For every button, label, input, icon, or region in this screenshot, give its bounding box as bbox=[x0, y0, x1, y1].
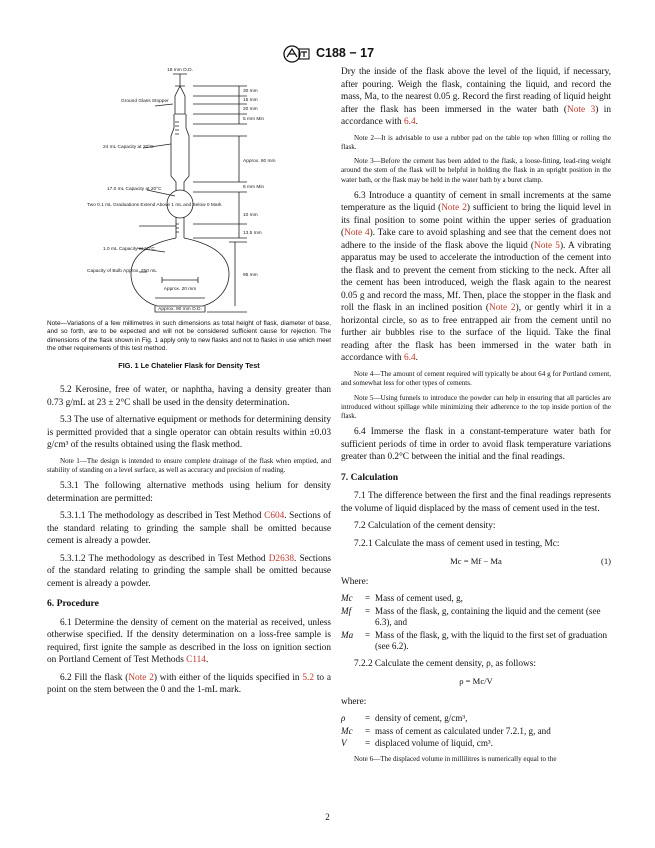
para-text: ) with either of the liquids specified in bbox=[153, 672, 303, 683]
link-note-2[interactable]: Note 2 bbox=[441, 203, 467, 214]
equation-1 bbox=[341, 555, 611, 568]
left-column bbox=[47, 66, 331, 702]
definition-equals: = bbox=[365, 713, 371, 724]
para-7-1: 7.1 The difference between the first and the final readings represents the volume of liquid displaced by the mass of cement used in the test. bbox=[341, 491, 611, 514]
para-text: ) in accordance with bbox=[341, 104, 612, 127]
para-5-3-1-1 bbox=[47, 510, 331, 548]
definition-equals: = bbox=[365, 605, 371, 616]
equation-2 bbox=[341, 675, 611, 688]
para-text: ) sufficient to bring the liquid level in its final position to some point within the upper series of graduation ( bbox=[341, 203, 611, 239]
definitions-2 bbox=[341, 713, 611, 750]
figure-note: Note—Variations of a few millimetres in such dimensions as total height of flask, diameter of base, and so forth, are to be expected and will not be considered sufficient cause for rejection. The dimensions of the flask shown in Fig. 1 apply only to new flasks and not to flasks in use which meet the other requirements of this test method. bbox=[47, 320, 331, 353]
para-text: . bbox=[415, 117, 418, 127]
fig-label-bulb: Capacity of Bulb Approx. 250 mL bbox=[87, 269, 157, 274]
note-2: Note 2—It is advisable to use a rubber pad on the table top when filling or rolling the flask. bbox=[341, 133, 611, 151]
para-text: 5.3.1.2 The methodology as described in Test Method bbox=[60, 553, 269, 564]
para-text: 5.3.1.1 The methodology as described in Test Method bbox=[60, 511, 265, 522]
right-column bbox=[341, 66, 611, 769]
para-7-2: 7.2 Calculation of the cement density: bbox=[354, 521, 496, 532]
para-text: to a point on the stem between the 0 and the 1-mL mark. bbox=[47, 672, 331, 696]
para-text: . bbox=[205, 655, 209, 666]
fig-label-13-5mm: 13.5 mm bbox=[243, 231, 262, 236]
definition-text: Mass of the flask, g, containing the liquid and the cement (see 6.3), and bbox=[375, 605, 601, 628]
where-label: where: bbox=[341, 696, 367, 707]
fig-label-20mm: 20 mm bbox=[243, 107, 258, 112]
definitions-1 bbox=[341, 593, 611, 653]
note-5: Note 5—Using funnels to introduce the powder can help in ensuring that all particles are introduced without spillage while minimizing their adherence to the top inside portion of the flask. bbox=[341, 393, 611, 421]
definition-symbol: Ma bbox=[341, 629, 354, 640]
fig-label-15mm: 15 mm bbox=[243, 98, 258, 103]
definition-symbol: V bbox=[341, 738, 347, 749]
para-5-3: 5.3 The use of alternative equipment or methods for determining density is permitted provided that a single operator can obtain results within ±0.03 g/cm³ of the results obtained using the flask method. bbox=[47, 415, 331, 451]
link-note-2[interactable]: Note 2 bbox=[489, 303, 516, 314]
fig-label-approx-90: Approx. 90 mm O.D. bbox=[158, 307, 202, 312]
link-c604[interactable]: C604 bbox=[264, 511, 285, 522]
fig-label-cap-mid: 17.0 mL Capacity at 20°C bbox=[107, 187, 162, 192]
definition-equals: = bbox=[365, 725, 371, 736]
note-1: Note 1—The design is intended to ensure complete drainage of the flask when emptied, and stability of standing on a level surface, as well as accuracy and precision of reading. bbox=[47, 456, 331, 474]
para-6-4: 6.4 Immerse the flask in a constant-temperature water bath for sufficient periods of time in order to avoid flask temperature variations greater than 0.2°C between the initial and the final readings. bbox=[341, 427, 611, 463]
flask-figure bbox=[47, 66, 331, 316]
link-c114[interactable]: C114 bbox=[186, 655, 206, 666]
link-note-5[interactable]: Note 5 bbox=[534, 240, 560, 251]
fig-label-10mm: 10 mm bbox=[243, 213, 258, 218]
link-d2638[interactable]: D2638 bbox=[268, 553, 295, 564]
definition-text: density of cement, g/cm³, bbox=[375, 713, 468, 724]
fig-label-approx-bulb: Approx. 60 mm bbox=[243, 159, 276, 164]
para-text: . bbox=[415, 353, 418, 364]
fig-label-5mm: 5 mm Min bbox=[243, 117, 265, 122]
definition-text: mass of cement as calculated under 7.2.1, g, and bbox=[375, 725, 551, 736]
note-3: Note 3—Before the cement has been added to the flask, a loose-fitting, lead-ring weight around the stem of the flask will be helpful in holding the flask in an upright position in the water bath, or the flask may be held in the water bath by a buret clamp. bbox=[341, 157, 611, 184]
page-header bbox=[0, 44, 655, 64]
fig-label-8mm: 8 mm Min bbox=[243, 185, 265, 190]
fig-label-top-od: 18 mm O.D. bbox=[167, 68, 193, 73]
para-6-3 bbox=[341, 190, 611, 365]
definition-symbol: Mc bbox=[341, 593, 353, 604]
para-6-1 bbox=[47, 617, 331, 667]
definition-symbol: ρ bbox=[341, 713, 346, 724]
definition-text: displaced volume of liquid, cm³. bbox=[375, 738, 493, 749]
page-number: 2 bbox=[325, 812, 330, 822]
definition-equals: = bbox=[365, 593, 371, 604]
para-5-3-1-2 bbox=[47, 553, 331, 591]
para-6-2 bbox=[47, 672, 331, 697]
fig-label-95mm: 95 mm bbox=[243, 273, 258, 278]
para-6-2-cont bbox=[341, 66, 611, 129]
note-6: Note 6—The displaced volume in millilitres is numerically equal to the bbox=[354, 754, 557, 763]
fig-label-30mm: 30 mm bbox=[243, 89, 258, 94]
link-note-2[interactable]: Note 2 bbox=[128, 672, 154, 683]
figure-title: FIG. 1 Le Chatelier Flask for Density Test bbox=[118, 360, 260, 370]
link-note-3[interactable]: Note 3 bbox=[567, 104, 596, 115]
fig-label-cap-low: 1.0 mL Capacity at 20°C bbox=[103, 247, 155, 252]
note-4: Note 4—The amount of cement required will typically be about 64 g for Portland cement, and somewhat less for other types of cements. bbox=[341, 369, 611, 388]
para-text: 6.2 Fill the flask ( bbox=[60, 672, 129, 683]
para-text: . Sections of the standard relating to grinding the sample shall be omitted because cement is already a powder. bbox=[47, 511, 331, 547]
astm-logo-icon bbox=[283, 45, 311, 63]
para-7-2-1: 7.2.1 Calculate the mass of cement used in testing, Mc: bbox=[354, 538, 560, 549]
para-text: ). Take care to avoid splashing and see that the cement does not adhere to the inside of the flask above the liquid ( bbox=[341, 228, 611, 251]
equation-2-body: ρ = Mc/V bbox=[459, 676, 493, 687]
definition-equals: = bbox=[365, 738, 371, 749]
definition-text: Mass of cement used, g, bbox=[375, 593, 463, 604]
designation: C188 − 17 bbox=[316, 46, 375, 60]
link-5-2[interactable]: 5.2 bbox=[302, 672, 314, 683]
para-5-2: 5.2 Kerosine, free of water, or naphtha, having a density greater than 0.73 g/mL at 23 ± 2°C shall be used in the density determination. bbox=[47, 385, 331, 408]
para-text: 6.1 Determine the density of cement on the material as received, unless otherwise specified. If the density determination on a loss-free sample is required, first ignite the sample as described in the loss on ignition section on Portland Cement of Test Methods bbox=[47, 617, 331, 666]
definition-text: Mass of the flask, g, with the liquid to the first set of graduation (see 6.2). bbox=[375, 629, 608, 652]
section-7-heading: 7. Calculation bbox=[341, 471, 399, 483]
equation-1-number: (1) bbox=[600, 556, 611, 567]
para-text: ), or gently whirl it in a horizontal circle, so as to free entrapped air from the cement until no further air bubbles rise to the surface of the liquid. Take the final reading after the flask has been immersed in the water bath in accordance with bbox=[341, 303, 612, 364]
para-5-3-1: 5.3.1 The following alternative methods using helium for density determination are permitted: bbox=[47, 481, 331, 504]
definition-symbol: Mc bbox=[341, 725, 353, 736]
section-6-heading: 6. Procedure bbox=[47, 598, 99, 610]
definition-symbol: Mf bbox=[341, 605, 352, 616]
where-label: Where: bbox=[341, 576, 369, 587]
para-text: . Sections of the standard relating to grinding the sample shall be omitted because cement is already a powder. bbox=[47, 553, 331, 589]
link-6-4[interactable]: 6.4 bbox=[403, 353, 416, 364]
equation-1-body: Mc = Mf − Ma bbox=[450, 556, 502, 567]
para-7-2-2: 7.2.2 Calculate the cement density, ρ, as follows: bbox=[354, 658, 536, 669]
fig-label-grad: Two 0.1 mL Graduations Extend Above 1 mL and Below 0 Mark bbox=[87, 203, 222, 208]
fig-label-approx-20: Approx. 20 mm bbox=[163, 287, 197, 292]
definition-equals: = bbox=[365, 629, 371, 640]
para-text: 6.3 Introduce a quantity of cement in small increments at the same temperature as the liquid ( bbox=[341, 190, 611, 214]
para-text: Dry the inside of the flask above the level of the liquid, if necessary, after pouring. Weigh the flask, containing the liquid, and record the mass, Ma, to the nearest 0.05 g. Record the first reading of liquid height after the flask has been immersed in the water bath ( bbox=[341, 67, 611, 115]
fig-label-cap-top: 24 mL Capacity at 20°C bbox=[103, 145, 154, 150]
link-note-4[interactable]: Note 4 bbox=[344, 228, 370, 239]
link-6-4[interactable]: 6.4 bbox=[403, 117, 416, 127]
fig-label-stopper: Ground Glass Stopper bbox=[121, 99, 169, 104]
para-text: ). A vibrating apparatus may be used to accelerate the introduction of the cement into the flask and to prevent the cement from sticking to the neck. After all the cement has been introduced, weigh the flask again to the nearest 0.05 g and record the mass, Mf. Then, place the stopper in the flask and roll the flask in an inclined position ( bbox=[341, 240, 611, 314]
